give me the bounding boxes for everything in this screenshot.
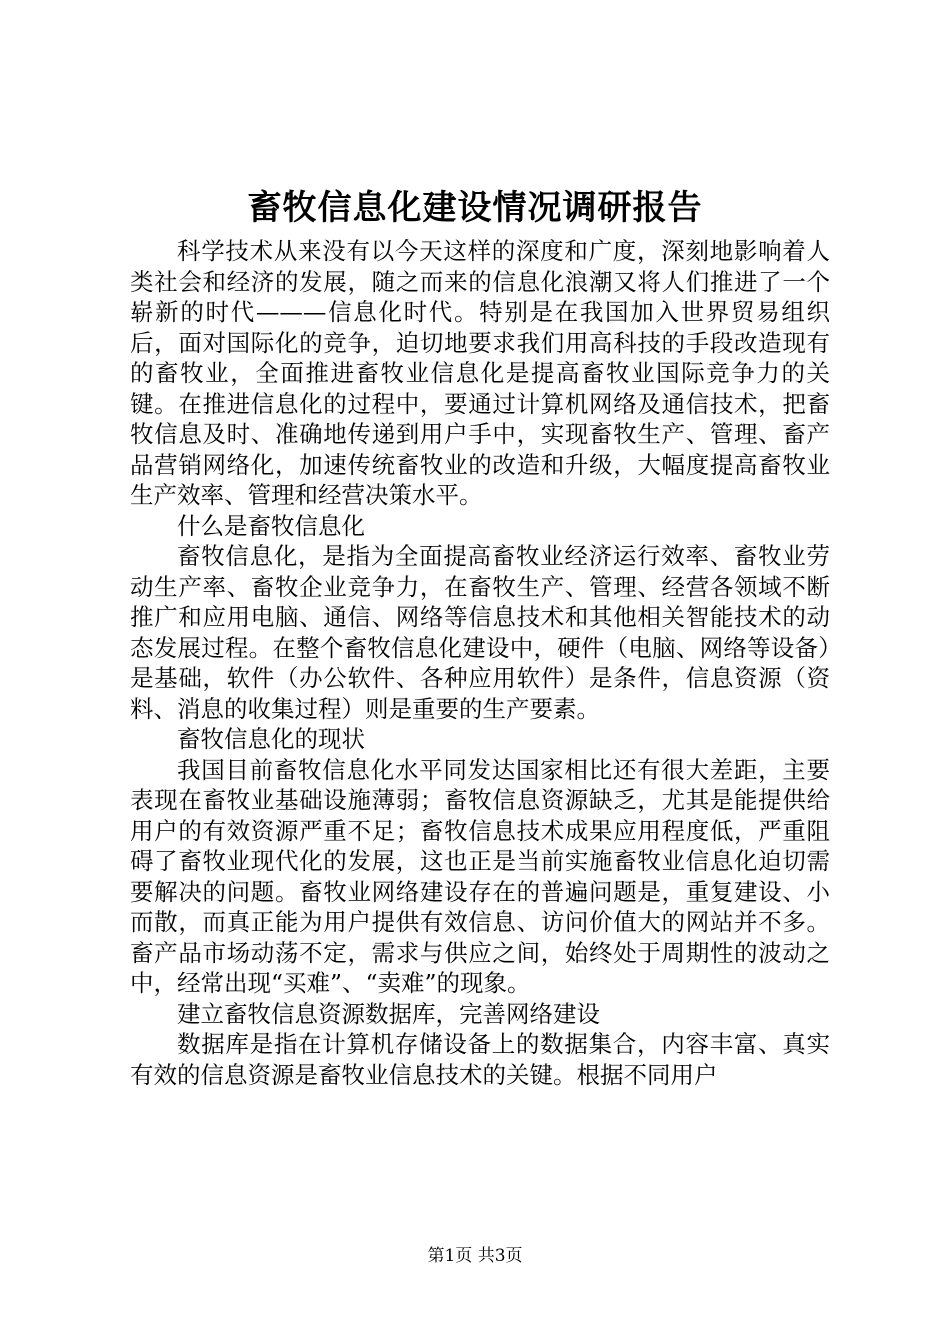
body-paragraph: 数据库是指在计算机存储设备上的数据集合，内容丰富、真实有效的信息资源是畜牧业信息技术的关键。根据不同用户: [130, 1030, 830, 1089]
body-paragraph: 科学技术从来没有以今天这样的深度和广度，深刻地影响着人类社会和经济的发展，随之而来的信息化浪潮又将人们推进了一个崭新的时代———信息化时代。特别是在我国加入世界贸易组织后，面对国际化的竞争，迫切地要求我们用高科技的手段改造现有的畜牧业，全面推进畜牧业信息化是提高畜牧业国际竞争力的关键。在推进信息化的过程中，要通过计算机网络及通信技术，把畜牧信息及时、准确地传递到用户手中，实现畜牧生产、管理、畜产品营销网络化，加速传统畜牧业的改造和升级，大幅度提高畜牧业生产效率、管理和经营决策水平。: [130, 237, 830, 509]
document-body: [130, 236, 830, 1090]
section-heading: 畜牧信息化的现状: [177, 725, 365, 753]
section-heading: 什么是畜牧信息化: [177, 511, 365, 540]
section-heading: 建立畜牧信息资源数据库，完善网络建设: [177, 999, 600, 1028]
page-number: 第1页: [427, 1246, 473, 1266]
page-total: 共3页: [477, 1246, 523, 1266]
body-paragraph: 我国目前畜牧信息化水平同发达国家相比还有很大差距，主要表现在畜牧业基础设施薄弱；畜牧信息资源缺乏，尤其是能提供给用户的有效资源严重不足；畜牧信息技术成果应用程度低，严重阻碍了畜牧业现代化的发展，这也正是当前实施畜牧业信息化迫切需要解决的问题。畜牧业网络建设存在的普遍问题是，重复建设、小而散，而真正能为用户提供有效信息、访问价值大的网站并不多。畜产品市场动荡不定，需求与供应之间，始终处于周期性的波动之中，经常出现“买难”、“卖难”的现象。: [130, 755, 830, 997]
page-footer: [0, 1244, 950, 1268]
body-paragraph: 畜牧信息化，是指为全面提高畜牧业经济运行效率、畜牧业劳动生产率、畜牧企业竞争力，在畜牧生产、管理、经营各领域不断推广和应用电脑、通信、网络等信息技术和其他相关智能技术的动态发展过程。在整个畜牧信息化建设中，硬件（电脑、网络等设备）是基础，软件（办公软件、各种应用软件）是条件，信息资源（资料、消息的收集过程）则是重要的生产要素。: [130, 542, 830, 723]
document-title: 畜牧信息化建设情况调研报告: [247, 188, 703, 228]
